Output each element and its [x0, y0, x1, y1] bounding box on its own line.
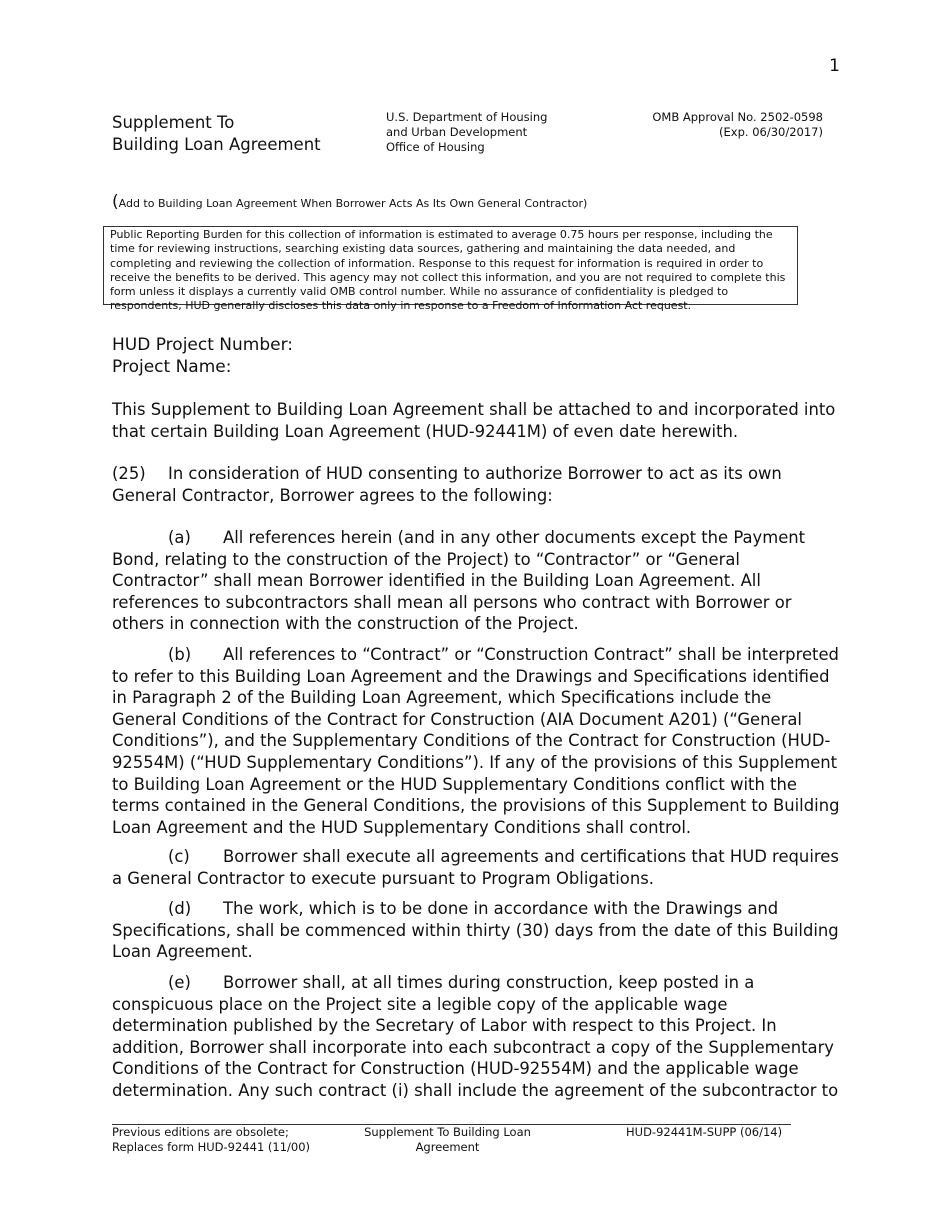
- title-line-2: Building Loan Agreement: [112, 135, 321, 154]
- paragraph-c: [112, 846, 840, 889]
- page-number: 1: [829, 56, 840, 76]
- paragraph-b-text: All references to “Contract” or “Construction Contract” shall be interpreted to refer to this Building Loan Agreement and the Drawings and Specifications identified in Paragraph 2 of the Building Loan Agreement, which Specifications include the General Conditions of the Contract for Construction (AIA Document A201) (“General Conditions”), and the Supplementary Conditions of the Contract for Construction (HUD-92554M) (“HUD Supplementary Conditions”). If any of the provisions of this Supplement to Building Loan Agreement or the HUD Supplementary Conditions conflict with the terms contained in the General Conditions, the provisions of this Supplement to Building Loan Agreement and the HUD Supplementary Conditions shall control.: [112, 645, 840, 837]
- project-fields: [112, 334, 293, 378]
- footer-title-line-2: Agreement: [415, 1139, 480, 1154]
- project-name-label: Project Name:: [112, 357, 232, 377]
- usage-note-paren: (: [112, 192, 119, 212]
- paragraph-c-label: (c): [168, 847, 190, 866]
- footer-replaces-note: Replaces form HUD-92441 (11/00): [112, 1139, 311, 1154]
- paragraph-25-number: (25): [112, 464, 146, 483]
- omb-number: OMB Approval No. 2502-0598: [652, 110, 823, 124]
- paragraph-a: [112, 527, 840, 635]
- agency-block: [386, 110, 547, 155]
- agency-line-3: Office of Housing: [386, 140, 485, 154]
- agency-line-2: and Urban Development: [386, 125, 528, 139]
- intro-paragraph: This Supplement to Building Loan Agreement shall be attached to and incorporated into that certain Building Loan Agreement (HUD-92441M) of even date herewith.: [112, 400, 836, 441]
- omb-expiration: (Exp. 06/30/2017): [719, 125, 823, 139]
- paragraph-25-text: In consideration of HUD consenting to authorize Borrower to act as its own General Contractor, Borrower agrees to the following:: [112, 464, 782, 505]
- footer-center: [340, 1125, 555, 1154]
- paragraph-b-label: (b): [168, 645, 192, 664]
- paragraph-a-text: All references herein (and in any other documents except the Payment Bond, relating to the construction of the Project) to “Contractor” or “General Contractor” shall mean Borrower identified in the Building Loan Agreement. All references to subcontractors shall mean all persons who contract with Borrower or others in connection with the construction of the Project.: [112, 528, 806, 634]
- paragraph-b: [112, 644, 840, 838]
- paragraph-d-text: The work, which is to be done in accordance with the Drawings and Specifications, shall be commenced within thirty (30) days from the date of this Building Loan Agreement.: [112, 899, 839, 962]
- omb-approval: [600, 110, 823, 140]
- usage-note: [112, 192, 587, 212]
- paragraph-25: [112, 463, 840, 506]
- usage-note-text: Add to Building Loan Agreement When Borrower Acts As Its Own General Contractor): [118, 197, 588, 210]
- title-line-1: Supplement To: [112, 113, 235, 132]
- paragraph-e: [112, 972, 840, 1102]
- paragraph-a-label: (a): [168, 528, 191, 547]
- paragraph-d-label: (d): [168, 899, 192, 918]
- paragraph-d: [112, 898, 840, 963]
- paragraph-e-label: (e): [168, 973, 191, 992]
- hud-project-number-label: HUD Project Number:: [112, 335, 294, 355]
- footer-obsolete-note: Previous editions are obsolete;: [112, 1125, 289, 1139]
- document-title: [112, 112, 321, 156]
- footer-title-line-1: Supplement To Building Loan: [364, 1125, 531, 1139]
- paragraph-e-text: Borrower shall, at all times during construction, keep posted in a conspicuous place on the Project site a legible copy of the applicable wage determination published by the Secretary of Labor with respect to this Project. In addition, Borrower shall incorporate into each subcontract a copy of the Supplementary Conditions of the Contract for Construction (HUD-92554M) and the applicable wage determination. Any such contract (i) shall include the agreement of the subcontractor to: [112, 973, 839, 1100]
- paragraph-c-text: Borrower shall execute all agreements and certifications that HUD requires a General Contractor to execute pursuant to Program Obligations.: [112, 847, 839, 888]
- footer-left: [112, 1125, 310, 1154]
- agency-line-1: U.S. Department of Housing: [386, 110, 548, 124]
- public-reporting-burden-box: Public Reporting Burden for this collection of information is estimated to average 0.75 hours per response, including the time for reviewing instructions, searching existing data sources, gathering and maintaining the data needed, and completing and reviewing the collection of information. Response to this request for information is required in order to receive the benefits to be derived. This agency may not collect this information, and you are not required to complete this form unless it displays a currently valid OMB control number. While no assurance of confidentiality is pledged to respondents, HUD generally discloses this data only in response to a Freedom of Information Act request.: [103, 226, 798, 305]
- footer-form-number: HUD-92441M-SUPP (06/14): [626, 1125, 783, 1139]
